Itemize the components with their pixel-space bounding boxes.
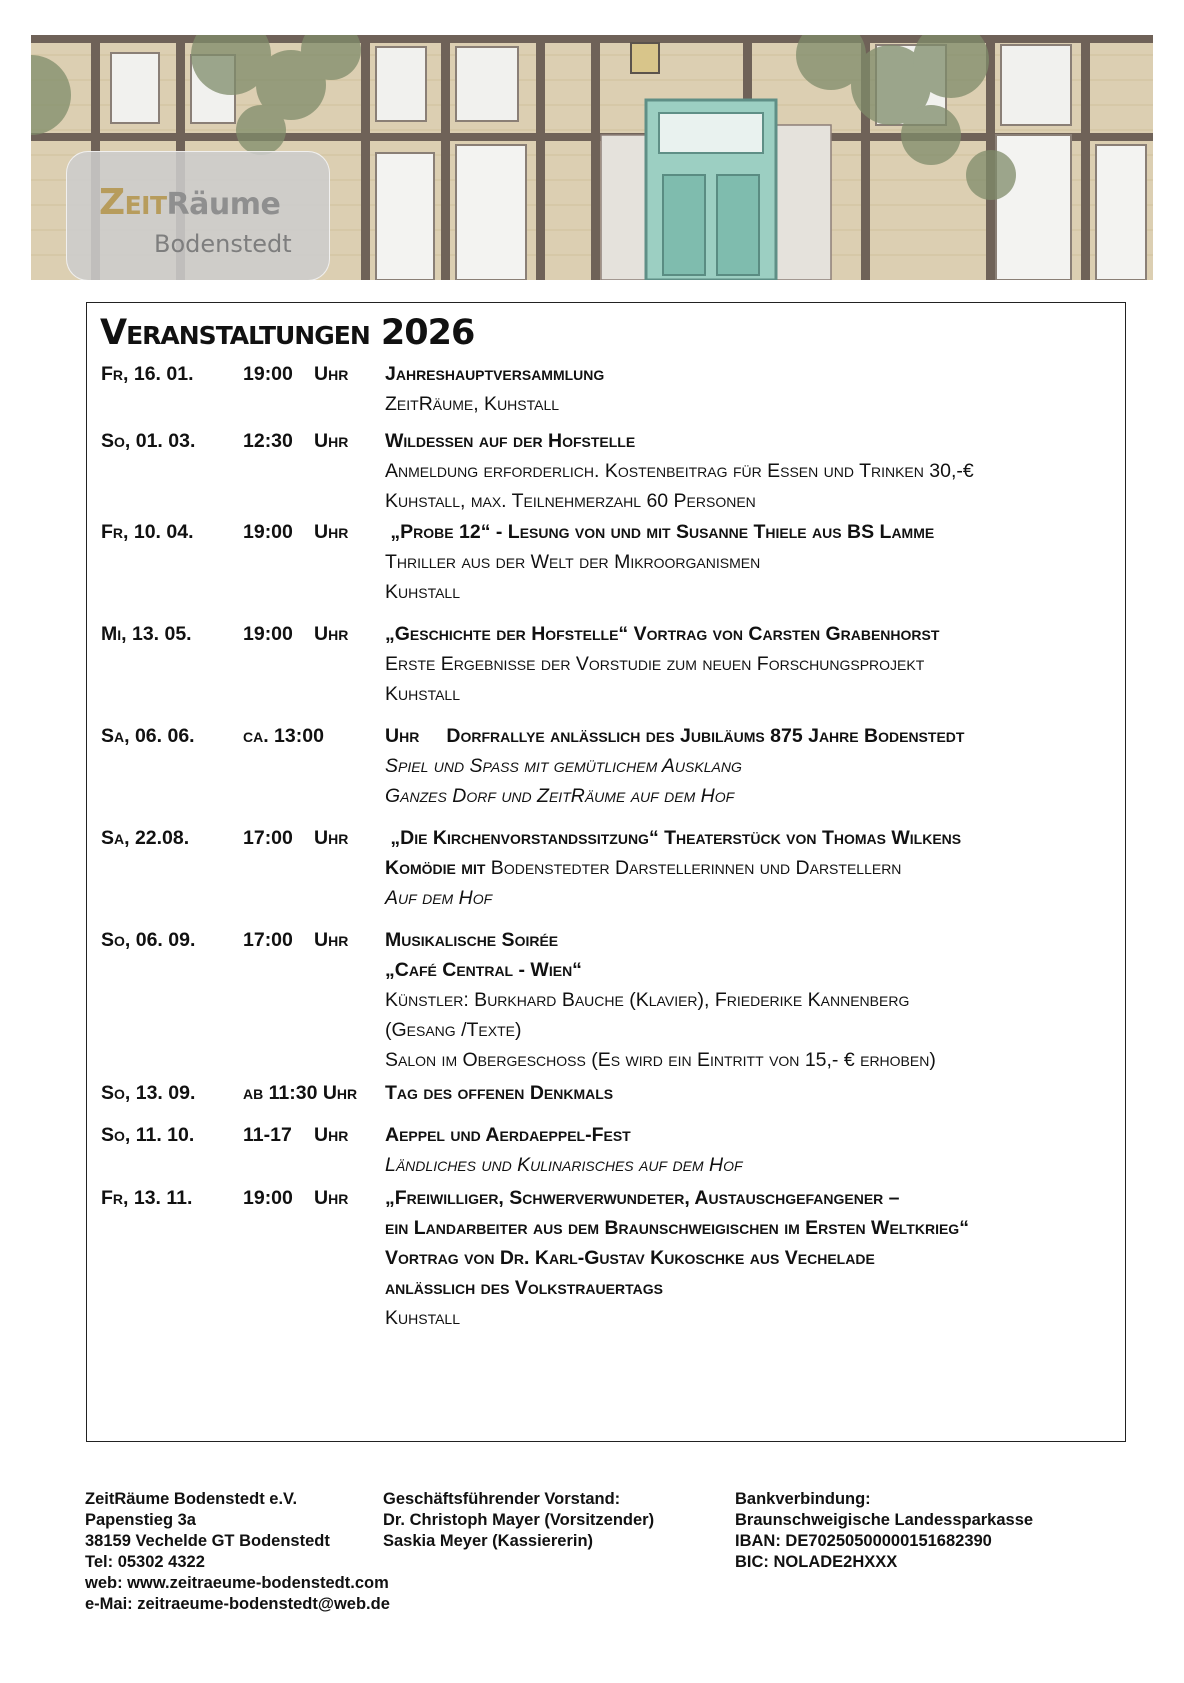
footer-line: ZeitRäume Bodenstedt e.V. [85, 1490, 298, 1508]
event-time: 17:00 [243, 827, 293, 849]
footer-line: e-Mai: zeitraeume-bodenstedt@web.de [85, 1595, 390, 1613]
event-details [385, 426, 1121, 516]
event-detail-line [385, 853, 1121, 883]
footer-line: IBAN: DE70250500000151682390 [735, 1532, 992, 1550]
logo-name-part2: Räume [166, 187, 281, 222]
footer-address [85, 1489, 390, 1615]
footer-line: Dr. Christoph Mayer (Vorsitzender) [383, 1511, 655, 1529]
footer-line: Tel: 05302 4322 [85, 1553, 205, 1571]
event-time: 19:00 [243, 521, 293, 543]
event-title: Aeppel und Aerdaeppel-Fest [385, 1124, 631, 1146]
event-date: Mi, 13. 05. [101, 623, 192, 645]
event-detail-line: Thriller aus der Welt der Mikroorganismen [385, 551, 761, 573]
event-detail-line: Salon im Obergeschoss (Es wird ein Eintritt von 15,- € erhoben) [385, 1049, 936, 1071]
logo-name [99, 182, 280, 223]
event-detail-line: Künstler: Burkhard Bauche (Klavier), Friederike Kannenberg [385, 989, 910, 1011]
event-detail-line: Anmeldung erforderlich. Kostenbeitrag für Essen und Trinken 30,-€ [385, 460, 974, 482]
footer-line: Papenstieg 3a [85, 1511, 196, 1529]
event-detail-bold: Komödie mit [385, 857, 486, 879]
logo-place: Bodenstedt [154, 230, 292, 258]
event-time-unit: Uhr [314, 827, 349, 849]
event-detail-line: Auf dem Hof [385, 887, 493, 909]
page-title: Veranstaltungen 2026 [100, 313, 475, 353]
event-detail-line: Vortrag von Dr. Karl-Gustav Kukoschke aus Vechelade [385, 1247, 875, 1269]
event-details [385, 359, 1121, 419]
event-details [385, 1120, 1121, 1180]
event-details [385, 1078, 1121, 1108]
event-details [385, 517, 1121, 607]
footer-bank [735, 1489, 1033, 1573]
events-box [86, 302, 1126, 1442]
footer-line: BIC: NOLADE2HXXX [735, 1553, 898, 1571]
footer-line: 38159 Vechelde GT Bodenstedt [85, 1532, 330, 1550]
event-detail-line: Ländliches und Kulinarisches auf dem Hof [385, 1154, 743, 1176]
event-title: „Freiwilliger, Schwerverwundeter, Austauschgefangener – [385, 1187, 900, 1209]
event-time-unit: Uhr [314, 430, 349, 452]
event-detail-line: Erste Ergebnisse der Vorstudie zum neuen Forschungsprojekt [385, 653, 925, 675]
event-detail-line: Kuhstall, max. Teilnehmerzahl 60 Personen [385, 490, 756, 512]
event-detail-line: Kuhstall [385, 1307, 460, 1329]
event-details [385, 721, 1121, 811]
event-title: Tag des offenen Denkmals [385, 1082, 614, 1104]
event-date: So, 13. 09. [101, 1082, 196, 1104]
event-detail-line: (Gesang /Texte) [385, 1019, 522, 1041]
event-time: 19:00 [243, 623, 293, 645]
event-time: 17:00 [243, 929, 293, 951]
footer-line: Saskia Meyer (Kassiererin) [383, 1532, 594, 1550]
event-time-unit: Uhr [314, 363, 349, 385]
event-date: Fr, 16. 01. [101, 363, 194, 385]
event-date: Sa, 22.08. [101, 827, 190, 849]
event-detail-line: Kuhstall [385, 683, 460, 705]
event-title: Jahreshauptversammlung [385, 363, 605, 385]
event-detail-line: „Café Central - Wien“ [385, 959, 582, 981]
event-title: „Die Kirchenvorstandssitzung“ Theaterstück von Thomas Wilkens [385, 827, 962, 849]
event-details [385, 823, 1121, 913]
event-time-unit: Uhr [314, 929, 349, 951]
footer-board [383, 1489, 654, 1552]
event-time-unit: Uhr [314, 1124, 349, 1146]
event-title: Uhr Dorfrallye anlässlich des Jubiläums 875 Jahre Bodenstedt [385, 725, 965, 747]
event-date: So, 06. 09. [101, 929, 196, 951]
event-title: Musikalische Soirée [385, 929, 559, 951]
logo-name-part1: Zeit [99, 182, 167, 223]
event-details [385, 1183, 1121, 1333]
footer-line: Geschäftsführender Vorstand: [383, 1490, 621, 1508]
event-date: So, 01. 03. [101, 430, 196, 452]
event-date: Fr, 13. 11. [101, 1187, 193, 1209]
event-time: 19:00 [243, 363, 293, 385]
event-time: 11-17 [243, 1124, 292, 1146]
event-time: ab 11:30 Uhr [243, 1082, 358, 1104]
event-time: ca. 13:00 [243, 725, 324, 747]
event-detail-rest: Bodenstedter Darstellerinnen und Darstellern [485, 857, 902, 879]
event-date: So, 11. 10. [101, 1124, 195, 1146]
event-title: „Geschichte der Hofstelle“ Vortrag von Carsten Grabenhorst [385, 623, 940, 645]
header-image [31, 35, 1153, 280]
footer-line: Bankverbindung: [735, 1490, 871, 1508]
footer-line: Braunschweigische Landessparkasse [735, 1511, 1034, 1529]
event-time: 12:30 [243, 430, 293, 452]
event-title: „Probe 12“ - Lesung von und mit Susanne Thiele aus BS Lamme [385, 521, 935, 543]
event-detail-line: Kuhstall [385, 581, 460, 603]
event-time-unit: Uhr [314, 623, 349, 645]
event-details [385, 619, 1121, 709]
event-time: 19:00 [243, 1187, 293, 1209]
event-details [385, 925, 1121, 1075]
event-date: Fr, 10. 04. [101, 521, 194, 543]
logo [66, 151, 330, 280]
event-date: Sa, 06. 06. [101, 725, 195, 747]
event-detail-line: anlässlich des Volkstrauertags [385, 1277, 663, 1299]
event-title: Wildessen auf der Hofstelle [385, 430, 636, 452]
event-detail-line: Ganzes Dorf und ZeitRäume auf dem Hof [385, 785, 735, 807]
event-time-unit: Uhr [314, 1187, 349, 1209]
event-time-unit: Uhr [314, 521, 349, 543]
event-detail-line: Spiel und Spaß mit gemütlichem Ausklang [385, 755, 742, 777]
event-detail-line: ein Landarbeiter aus dem Braunschweigischen im Ersten Weltkrieg“ [385, 1217, 969, 1239]
event-detail-line: ZeitRäume, Kuhstall [385, 393, 560, 415]
footer-line: web: www.zeitraeume-bodenstedt.com [85, 1574, 389, 1592]
